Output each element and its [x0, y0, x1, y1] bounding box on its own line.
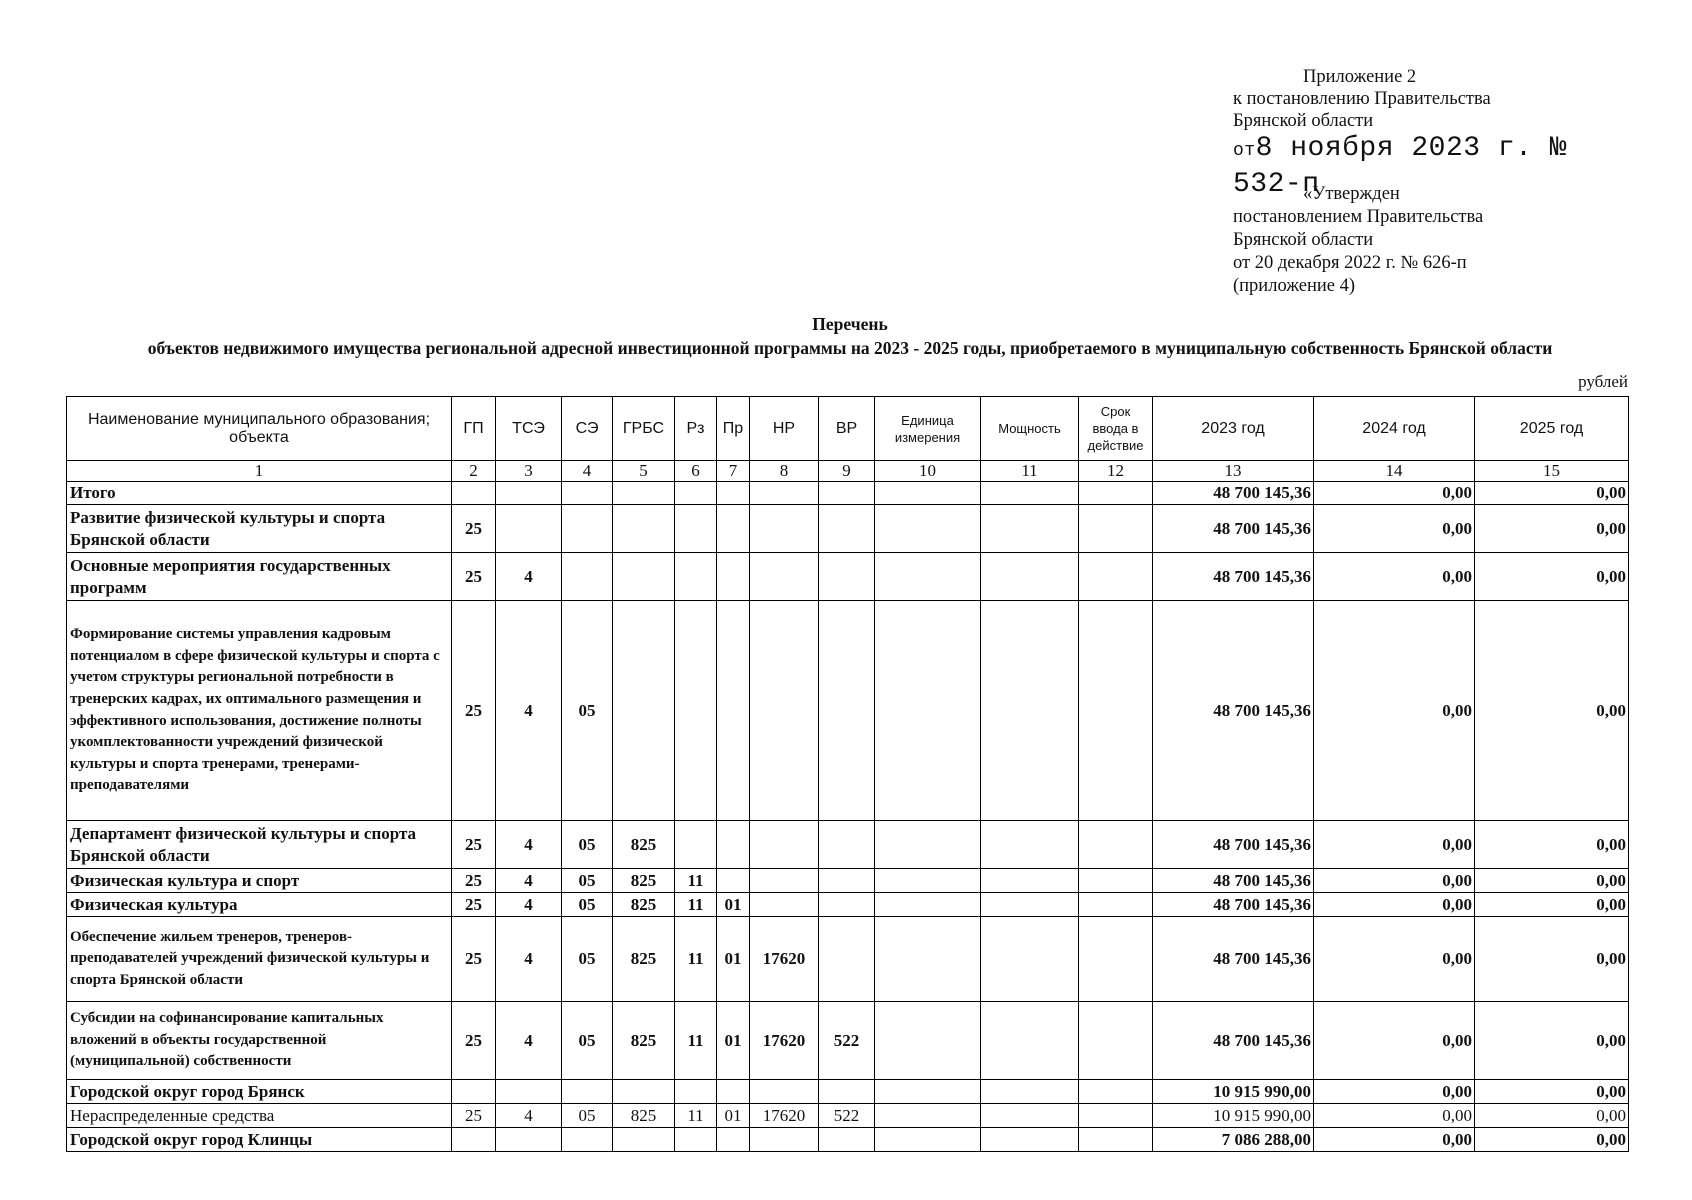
cell-rz [675, 601, 717, 821]
approved-line-5: (приложение 4) [1233, 276, 1356, 296]
cell-2025: 0,00 [1475, 553, 1629, 601]
cell-2025: 0,00 [1475, 601, 1629, 821]
cell-2024: 0,00 [1314, 917, 1475, 1002]
header-2023: 2023 год [1153, 397, 1314, 461]
cell-pr: 01 [717, 1002, 750, 1080]
cell-vr [819, 553, 875, 601]
cell-nr [750, 869, 819, 893]
cell-tse: 4 [496, 1002, 562, 1080]
cell-2024: 0,00 [1314, 893, 1475, 917]
cell-unit [875, 917, 981, 1002]
cell-capacity [981, 917, 1079, 1002]
approved-line-1: «Утвержден [1303, 184, 1400, 204]
cell-grbs: 825 [613, 821, 675, 869]
cell-gp [452, 1080, 496, 1104]
column-number: 12 [1079, 461, 1153, 482]
cell-tse: 4 [496, 553, 562, 601]
row-name: Формирование системы управления кадровым потенциалом в сфере физической культуры и спорта с учетом структуры региональной потребности в тренерских кадрах, их оптимального размещения и эффективного использования, достижение полноты укомплектованности учреждений физической культуры и спорта тренерами, тренерами-преподавателями [67, 601, 452, 821]
row-name: Департамент физической культуры и спорта Брянской области [67, 821, 452, 869]
cell-pr [717, 869, 750, 893]
row-name: Физическая культура и спорт [67, 869, 452, 893]
table-row [67, 893, 1629, 917]
cell-pr [717, 1080, 750, 1104]
cell-nr [750, 505, 819, 553]
cell-nr: 17620 [750, 917, 819, 1002]
cell-pr [717, 505, 750, 553]
cell-grbs [613, 505, 675, 553]
cell-rz [675, 821, 717, 869]
cell-capacity [981, 869, 1079, 893]
cell-tse [496, 1128, 562, 1152]
cell-2024: 0,00 [1314, 1128, 1475, 1152]
cell-2024: 0,00 [1314, 821, 1475, 869]
cell-2023: 48 700 145,36 [1153, 505, 1314, 553]
cell-rz: 11 [675, 869, 717, 893]
cell-2024: 0,00 [1314, 869, 1475, 893]
column-number: 14 [1314, 461, 1475, 482]
cell-rz [675, 505, 717, 553]
header-tse: ТСЭ [496, 397, 562, 461]
cell-nr: 17620 [750, 1104, 819, 1128]
cell-grbs: 825 [613, 1002, 675, 1080]
row-name: Основные мероприятия государственных программ [67, 553, 452, 601]
cell-vr [819, 821, 875, 869]
table-row [67, 1080, 1629, 1104]
cell-rz [675, 1080, 717, 1104]
heading-subtitle: объектов недвижимого имущества региональной адресной инвестиционной программы на 2023 - 2025 годы, приобретаемого в муниципальную собственность Брянской области [147, 338, 1553, 358]
cell-2023: 48 700 145,36 [1153, 553, 1314, 601]
appendix-line-1: Приложение 2 [1303, 67, 1417, 87]
cell-2023: 48 700 145,36 [1153, 601, 1314, 821]
cell-grbs [613, 1128, 675, 1152]
header-vr: ВР [819, 397, 875, 461]
cell-commission-date [1079, 1002, 1153, 1080]
column-number: 10 [875, 461, 981, 482]
cell-2025: 0,00 [1475, 893, 1629, 917]
row-name: Итого [67, 482, 452, 505]
cell-se: 05 [562, 821, 613, 869]
cell-grbs [613, 1080, 675, 1104]
table-row [67, 553, 1629, 601]
appendix-line-2: к постановлению Правительства [1233, 89, 1491, 109]
cell-nr: 17620 [750, 1002, 819, 1080]
cell-vr: 522 [819, 1104, 875, 1128]
row-name: Городской округ город Клинцы [67, 1128, 452, 1152]
units-label: рублей [1578, 372, 1628, 391]
cell-vr [819, 505, 875, 553]
cell-tse: 4 [496, 1104, 562, 1128]
cell-pr: 01 [717, 893, 750, 917]
cell-grbs: 825 [613, 917, 675, 1002]
cell-se: 05 [562, 1002, 613, 1080]
cell-grbs [613, 601, 675, 821]
approved-line-3: Брянской области [1233, 230, 1374, 250]
cell-capacity [981, 1080, 1079, 1104]
cell-2023: 10 915 990,00 [1153, 1104, 1314, 1128]
cell-unit [875, 1104, 981, 1128]
cell-se: 05 [562, 601, 613, 821]
cell-2024: 0,00 [1314, 1104, 1475, 1128]
cell-pr [717, 1128, 750, 1152]
cell-se [562, 482, 613, 505]
cell-nr [750, 1080, 819, 1104]
column-numbers-row [67, 461, 1629, 482]
table-row [67, 869, 1629, 893]
header-2024: 2024 год [1314, 397, 1475, 461]
cell-pr: 01 [717, 1104, 750, 1128]
cell-unit [875, 553, 981, 601]
heading-title: Перечень [812, 314, 888, 334]
cell-2024: 0,00 [1314, 1080, 1475, 1104]
cell-nr [750, 553, 819, 601]
cell-se: 05 [562, 893, 613, 917]
cell-2023: 7 086 288,00 [1153, 1128, 1314, 1152]
cell-nr [750, 893, 819, 917]
cell-grbs: 825 [613, 869, 675, 893]
table-row [67, 1002, 1629, 1080]
cell-unit [875, 482, 981, 505]
cell-commission-date [1079, 821, 1153, 869]
cell-commission-date [1079, 482, 1153, 505]
row-name: Городской округ город Брянск [67, 1080, 452, 1104]
header-capacity: Мощность [981, 397, 1079, 461]
table-row [67, 505, 1629, 553]
cell-vr [819, 1128, 875, 1152]
cell-capacity [981, 601, 1079, 821]
cell-se [562, 553, 613, 601]
cell-vr [819, 1080, 875, 1104]
cell-2025: 0,00 [1475, 821, 1629, 869]
column-number: 5 [613, 461, 675, 482]
cell-2025: 0,00 [1475, 482, 1629, 505]
cell-2023: 48 700 145,36 [1153, 917, 1314, 1002]
cell-unit [875, 601, 981, 821]
cell-2025: 0,00 [1475, 1002, 1629, 1080]
cell-vr [819, 869, 875, 893]
cell-se: 05 [562, 917, 613, 1002]
table-row [67, 821, 1629, 869]
cell-grbs: 825 [613, 893, 675, 917]
cell-gp: 25 [452, 601, 496, 821]
cell-pr [717, 553, 750, 601]
header-grbs: ГРБС [613, 397, 675, 461]
header-pr: Пр [717, 397, 750, 461]
cell-capacity [981, 1002, 1079, 1080]
header-commission-date: Срок ввода в действие [1079, 397, 1153, 461]
cell-pr [717, 821, 750, 869]
table-row [67, 601, 1629, 821]
cell-2023: 48 700 145,36 [1153, 482, 1314, 505]
table-row [67, 917, 1629, 1002]
cell-tse [496, 505, 562, 553]
cell-2024: 0,00 [1314, 553, 1475, 601]
table-row [67, 1128, 1629, 1152]
approved-line-2: постановлением Правительства [1233, 207, 1484, 227]
cell-nr [750, 821, 819, 869]
cell-rz [675, 482, 717, 505]
cell-unit [875, 893, 981, 917]
cell-tse [496, 482, 562, 505]
header-se: СЭ [562, 397, 613, 461]
cell-se: 05 [562, 869, 613, 893]
cell-vr [819, 482, 875, 505]
document-heading [60, 312, 1640, 360]
table-row [67, 482, 1629, 505]
cell-2025: 0,00 [1475, 505, 1629, 553]
cell-2024: 0,00 [1314, 505, 1475, 553]
cell-capacity [981, 482, 1079, 505]
cell-rz: 11 [675, 1002, 717, 1080]
cell-capacity [981, 1128, 1079, 1152]
cell-gp: 25 [452, 505, 496, 553]
cell-gp: 25 [452, 917, 496, 1002]
cell-2023: 10 915 990,00 [1153, 1080, 1314, 1104]
cell-2024: 0,00 [1314, 1002, 1475, 1080]
cell-pr: 01 [717, 917, 750, 1002]
column-number: 4 [562, 461, 613, 482]
header-gp: ГП [452, 397, 496, 461]
column-number: 15 [1475, 461, 1629, 482]
cell-se: 05 [562, 1104, 613, 1128]
cell-unit [875, 1080, 981, 1104]
cell-capacity [981, 553, 1079, 601]
cell-unit [875, 869, 981, 893]
column-number: 2 [452, 461, 496, 482]
cell-2025: 0,00 [1475, 917, 1629, 1002]
cell-nr [750, 1128, 819, 1152]
cell-commission-date [1079, 1080, 1153, 1104]
cell-gp [452, 482, 496, 505]
appendix-line-3: Брянской области [1233, 111, 1374, 131]
appendix-block [1233, 66, 1653, 202]
column-number: 11 [981, 461, 1079, 482]
cell-commission-date [1079, 917, 1153, 1002]
cell-2023: 48 700 145,36 [1153, 821, 1314, 869]
header-unit: Единица измерения [875, 397, 981, 461]
cell-commission-date [1079, 1128, 1153, 1152]
investment-table [66, 396, 1629, 1152]
cell-se [562, 1080, 613, 1104]
cell-pr [717, 601, 750, 821]
cell-gp: 25 [452, 869, 496, 893]
row-name: Обеспечение жильем тренеров, тренеров-преподавателей учреждений физической культуры и спорта Брянской области [67, 917, 452, 1002]
column-number: 6 [675, 461, 717, 482]
approved-block [1233, 183, 1653, 298]
cell-capacity [981, 821, 1079, 869]
column-number: 8 [750, 461, 819, 482]
cell-tse [496, 1080, 562, 1104]
cell-gp: 25 [452, 1104, 496, 1128]
cell-unit [875, 1128, 981, 1152]
cell-rz: 11 [675, 1104, 717, 1128]
cell-tse: 4 [496, 601, 562, 821]
cell-capacity [981, 1104, 1079, 1128]
cell-grbs [613, 553, 675, 601]
row-name: Развитие физической культуры и спорта Брянской области [67, 505, 452, 553]
column-number: 3 [496, 461, 562, 482]
column-number: 9 [819, 461, 875, 482]
cell-2025: 0,00 [1475, 1128, 1629, 1152]
cell-2023: 48 700 145,36 [1153, 1002, 1314, 1080]
cell-se [562, 505, 613, 553]
row-name: Субсидии на софинансирование капитальных вложений в объекты государственной (муниципальной) собственности [67, 1002, 452, 1080]
cell-capacity [981, 893, 1079, 917]
cell-grbs [613, 482, 675, 505]
column-number: 7 [717, 461, 750, 482]
cell-se [562, 1128, 613, 1152]
cell-vr [819, 893, 875, 917]
cell-gp: 25 [452, 893, 496, 917]
cell-2025: 0,00 [1475, 1104, 1629, 1128]
cell-nr [750, 482, 819, 505]
cell-nr [750, 601, 819, 821]
cell-commission-date [1079, 505, 1153, 553]
cell-rz [675, 553, 717, 601]
cell-vr: 522 [819, 1002, 875, 1080]
header-nr: НР [750, 397, 819, 461]
header-2025: 2025 год [1475, 397, 1629, 461]
header-name: Наименование муниципального образования; объекта [67, 397, 452, 461]
cell-2024: 0,00 [1314, 482, 1475, 505]
cell-commission-date [1079, 601, 1153, 821]
cell-vr [819, 601, 875, 821]
row-name: Физическая культура [67, 893, 452, 917]
cell-2025: 0,00 [1475, 1080, 1629, 1104]
cell-gp: 25 [452, 1002, 496, 1080]
cell-tse: 4 [496, 821, 562, 869]
cell-unit [875, 505, 981, 553]
column-number: 1 [67, 461, 452, 482]
cell-gp [452, 1128, 496, 1152]
cell-unit [875, 1002, 981, 1080]
cell-2024: 0,00 [1314, 601, 1475, 821]
cell-capacity [981, 505, 1079, 553]
signed-text: 8 ноября 2023 г. № 532-п [1233, 133, 1568, 200]
cell-unit [875, 821, 981, 869]
cell-rz [675, 1128, 717, 1152]
cell-grbs: 825 [613, 1104, 675, 1128]
cell-commission-date [1079, 893, 1153, 917]
table-row [67, 1104, 1629, 1128]
header-row [67, 397, 1629, 461]
cell-commission-date [1079, 553, 1153, 601]
cell-gp: 25 [452, 821, 496, 869]
column-number: 13 [1153, 461, 1314, 482]
cell-pr [717, 482, 750, 505]
cell-gp: 25 [452, 553, 496, 601]
cell-commission-date [1079, 1104, 1153, 1128]
cell-rz: 11 [675, 893, 717, 917]
cell-2023: 48 700 145,36 [1153, 869, 1314, 893]
approved-line-4: от 20 декабря 2022 г. № 626-п [1233, 253, 1467, 273]
row-name: Нераспределенные средства [67, 1104, 452, 1128]
signed-prefix: от [1233, 141, 1256, 161]
cell-tse: 4 [496, 917, 562, 1002]
cell-2023: 48 700 145,36 [1153, 893, 1314, 917]
cell-rz: 11 [675, 917, 717, 1002]
cell-2025: 0,00 [1475, 869, 1629, 893]
cell-tse: 4 [496, 893, 562, 917]
header-rz: Рз [675, 397, 717, 461]
cell-commission-date [1079, 869, 1153, 893]
cell-tse: 4 [496, 869, 562, 893]
cell-vr [819, 917, 875, 1002]
